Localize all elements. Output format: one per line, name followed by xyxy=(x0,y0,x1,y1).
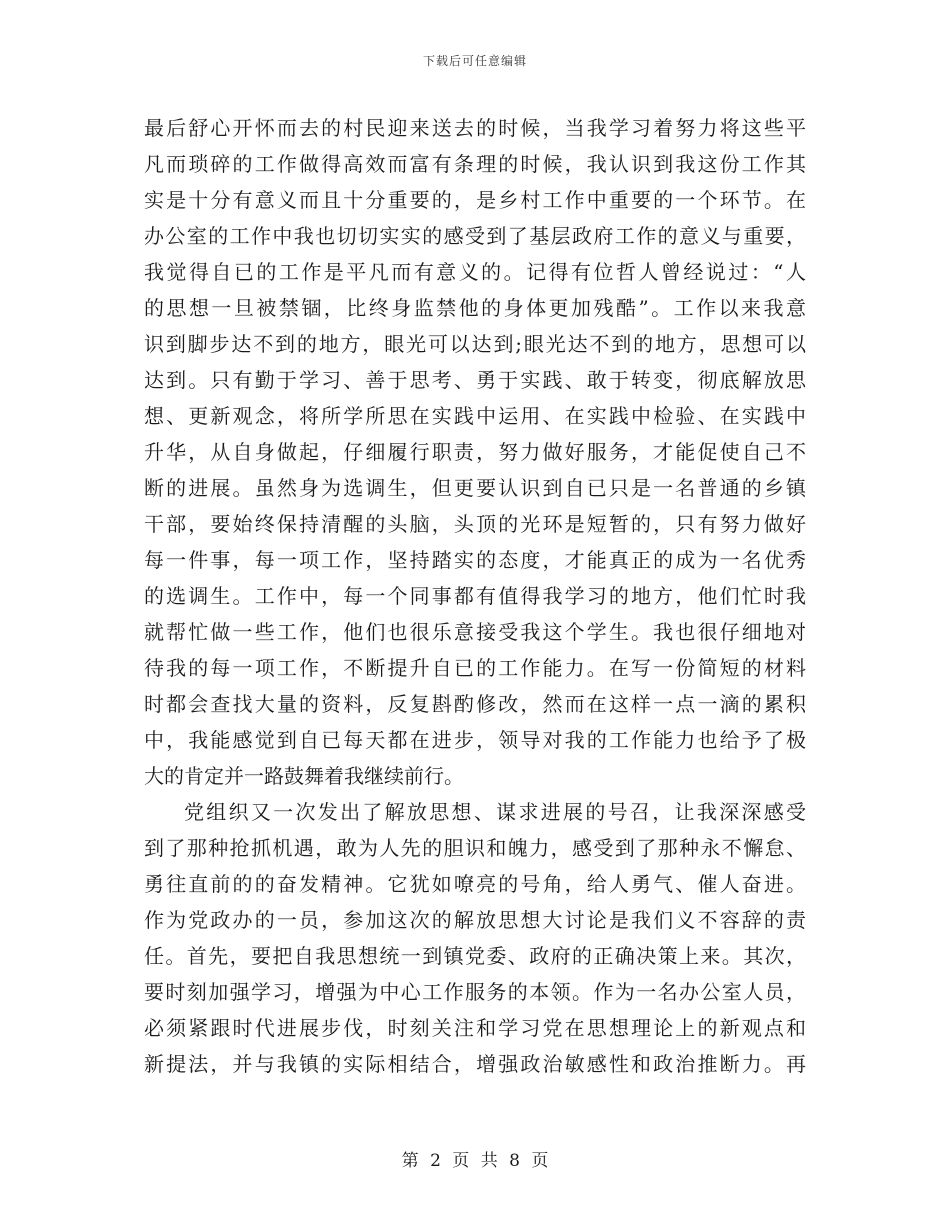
text-line: 凡而琐碎的工作做得高效而富有条理的时候，我认识到我这份工作其 xyxy=(144,152,806,176)
text-line: 达到。只有勤于学习、善于思考、勇于实践、敢于转变，彻底解放思 xyxy=(144,368,806,392)
text-line: 待我的每一项工作，不断提升自已的工作能力。在写一份简短的材料 xyxy=(144,656,806,680)
text-line: 的思想一旦被禁锢，比终身监禁他的身体更加残酷”。工作以来我意 xyxy=(144,296,806,320)
text-line: 时都会查找大量的资料，反复斟酌修改，然而在这样一点一滴的累积 xyxy=(144,692,806,716)
text-line: 最后舒心开怀而去的村民迎来送去的时候，当我学习着努力将这些平 xyxy=(144,116,806,140)
text-line: 任。首先，要把自我思想统一到镇党委、政府的正确决策上来。其次， xyxy=(144,944,806,968)
text-line: 断的进展。虽然身为选调生，但更要认识到自已只是一名普通的乡镇 xyxy=(144,476,806,500)
text-line: 中，我能感觉到自已每天都在进步，领导对我的工作能力也给予了极 xyxy=(144,728,806,752)
text-line: 作为党政办的一员，参加这次的解放思想大讨论是我们义不容辞的责 xyxy=(144,908,806,932)
text-line: 到了那种抢抓机遇，敢为人先的胆识和魄力，感受到了那种永不懈怠、 xyxy=(144,836,806,860)
paragraph-end-line: 大的肯定并一路鼓舞着我继续前行。 xyxy=(144,764,464,788)
page-header: 下载后可任意编辑 xyxy=(422,54,527,68)
text-line: 我觉得自已的工作是平凡而有意义的。记得有位哲人曾经说过：“人 xyxy=(144,260,806,284)
text-line: 办公室的工作中我也切切实实的感受到了基层政府工作的意义与重要， xyxy=(144,224,806,248)
text-line: 想、更新观念，将所学所思在实践中运用、在实践中检验、在实践中 xyxy=(144,404,806,428)
text-line: 要时刻加强学习，增强为中心工作服务的本领。作为一名办公室人员， xyxy=(144,980,806,1004)
paragraph-start-line: 党组织又一次发出了解放思想、谋求进展的号召，让我深深感受 xyxy=(184,800,806,824)
document-body xyxy=(144,110,806,1082)
text-line: 实是十分有意义而且十分重要的，是乡村工作中重要的一个环节。在 xyxy=(144,188,806,212)
text-line: 勇往直前的的奋发精神。它犹如嘹亮的号角，给人勇气、催人奋进。 xyxy=(144,872,806,896)
text-line: 新提法，并与我镇的实际相结合，增强政治敏感性和政治推断力。再 xyxy=(144,1052,806,1076)
text-line: 识到脚步达不到的地方，眼光可以达到;眼光达不到的地方，思想可以 xyxy=(144,332,806,356)
text-line: 每一件事，每一项工作，坚持踏实的态度，才能真正的成为一名优秀 xyxy=(144,548,806,572)
text-line: 升华，从自身做起，仔细履行职责，努力做好服务，才能促使自己不 xyxy=(144,440,806,464)
text-line: 就帮忙做一些工作，他们也很乐意接受我这个学生。我也很仔细地对 xyxy=(144,620,806,644)
page-number-footer: 第 2 页 共 8 页 xyxy=(401,1151,549,1171)
text-line: 必须紧跟时代进展步伐，时刻关注和学习党在思想理论上的新观点和 xyxy=(144,1016,806,1040)
text-line: 干部，要始终保持清醒的头脑，头顶的光环是短暂的，只有努力做好 xyxy=(144,512,806,536)
text-line: 的选调生。工作中，每一个同事都有值得我学习的地方，他们忙时我 xyxy=(144,584,806,608)
